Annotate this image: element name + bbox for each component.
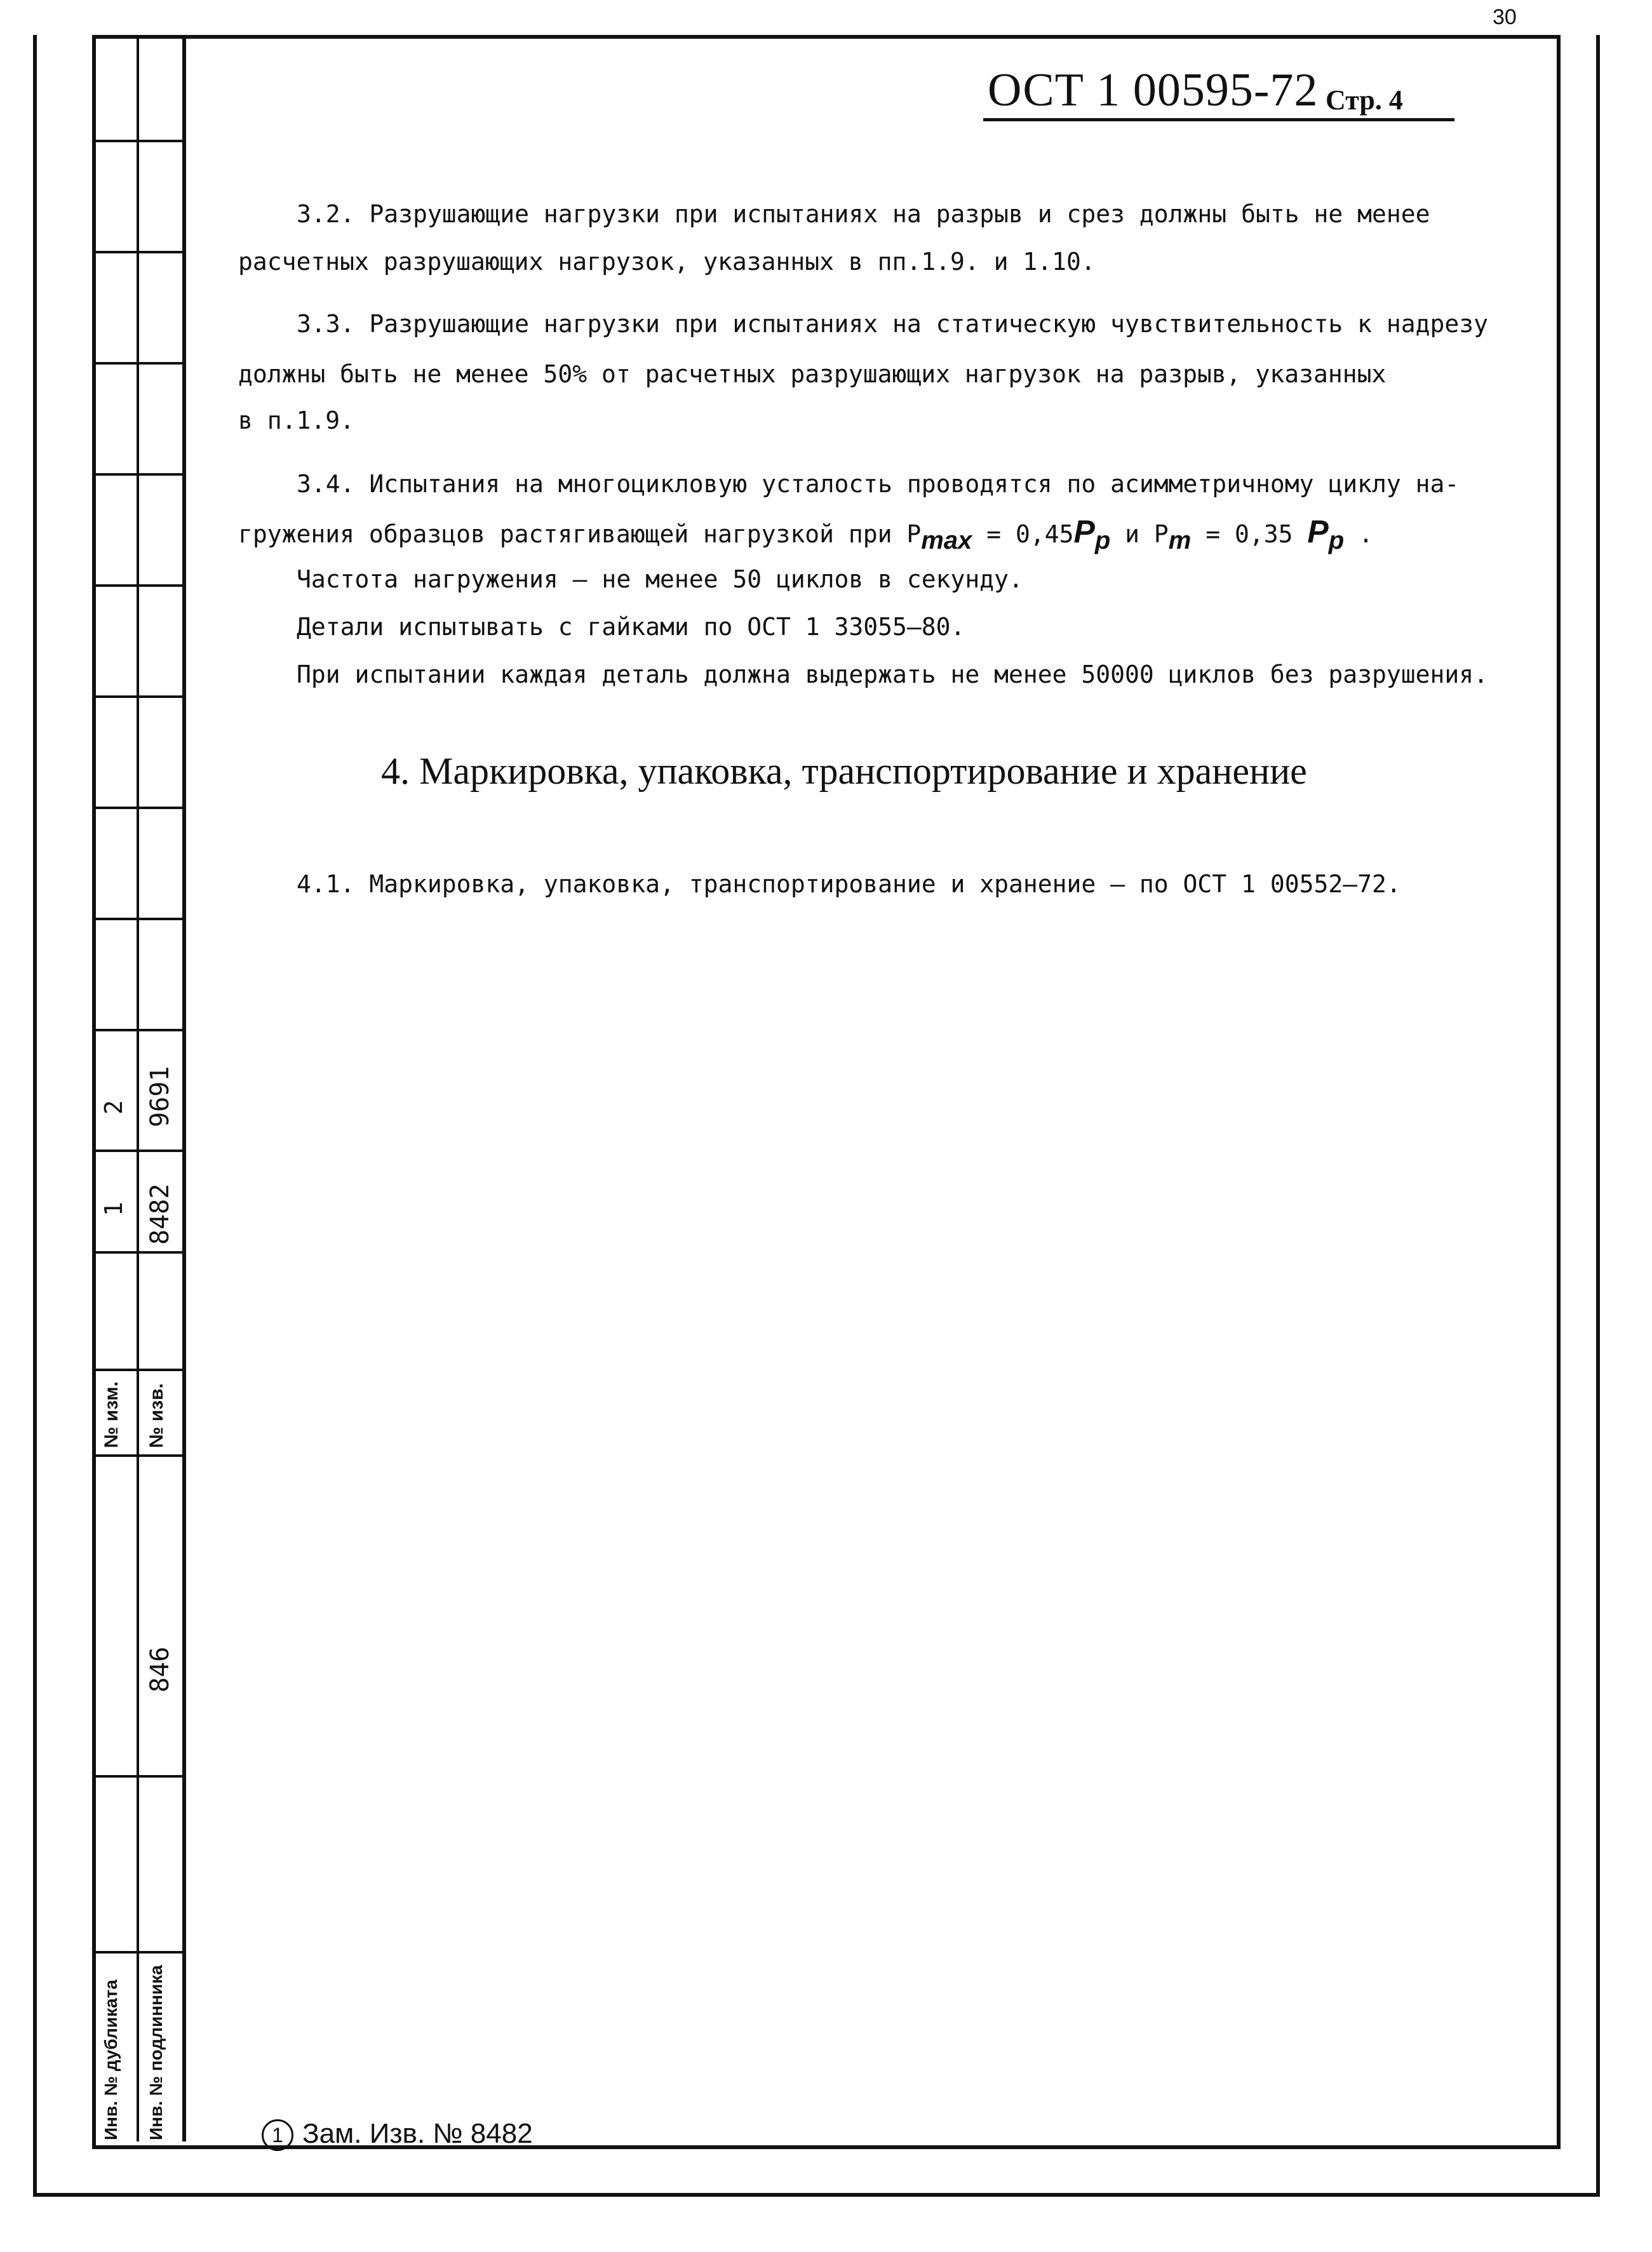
p-symbol-2: P (1307, 514, 1329, 549)
podl-label: Инв. № подлинника (146, 1965, 166, 2140)
izm-value-1: 1 (100, 1202, 128, 1216)
p3-3-line2: должны быть не менее 50% от расчетных разрушающих нагрузок на разрыв, указанных (238, 360, 1387, 388)
p3-2-line2: расчетных разрушающих нагрузок, указанных в пп.1.9. и 1.10. (238, 248, 1096, 276)
p3-3-line3: в п.1.9. (238, 406, 355, 434)
izv-label: № изв. (146, 1383, 167, 1448)
margin-rule (92, 1251, 182, 1254)
dubl-label: Инв. № дубликата (101, 1980, 121, 2140)
margin-rule (92, 918, 182, 920)
margin-rule (92, 1951, 182, 1954)
margin-rule (92, 807, 182, 809)
margin-column-1 (92, 35, 139, 2141)
izm-label: № изм. (101, 1381, 122, 1448)
margin-rule (92, 362, 182, 365)
sub-p-2: p (1328, 526, 1345, 554)
p3-4-prefix: гружения образцов растягивающей нагрузкой при P (238, 520, 922, 548)
margin-rule (92, 1149, 182, 1152)
margin-rule (92, 251, 182, 253)
doc-code: ОСТ 1 00595-72 (988, 64, 1319, 116)
sub-m: m (1168, 526, 1192, 554)
corner-mark: 30 (1493, 5, 1517, 29)
podl-value: 846 (145, 1646, 175, 1692)
margin-rule (92, 1369, 182, 1371)
section-4-heading: 4. Маркировка, упаковка, транспортирование и хранение (381, 750, 1307, 792)
footer-note-text: Зам. Изв. № 8482 (302, 2118, 533, 2149)
izm-value-2: 2 (100, 1100, 128, 1115)
margin-rule (92, 1029, 182, 1031)
p3-3-line1: 3.3. Разрушающие нагрузки при испытаниях на статическую чувствительность к надрезу (297, 310, 1488, 338)
cycles-line: При испытании каждая деталь должна выдержать не менее 50000 циклов без разрушения. (297, 660, 1488, 688)
margin-rule (92, 140, 182, 142)
margin-rule (92, 473, 182, 476)
header-rule (983, 118, 1454, 121)
sub-p-1: p (1094, 526, 1111, 554)
freq-line: Частота нагружения – не менее 50 циклов в секунду. (297, 565, 1023, 593)
circled-number: 1 (262, 2119, 293, 2151)
p3-2-line1: 3.2. Разрушающие нагрузки при испытаниях на разрыв и срез должны быть не менее (297, 200, 1430, 228)
margin-rule (92, 1775, 182, 1778)
and-p: и P (1110, 520, 1169, 548)
eq2: = 0,35 (1191, 520, 1308, 548)
margin-rule (92, 695, 182, 698)
nuts-line: Детали испытывать с гайками по ОСТ 1 33055–80. (297, 613, 965, 641)
p4-1: 4.1. Маркировка, упаковка, транспортирование и хранение – по ОСТ 1 00552–72. (297, 870, 1401, 898)
footer-note (262, 2118, 533, 2151)
margin-rule (92, 584, 182, 587)
end-dot: . (1344, 520, 1373, 548)
margin-rule (92, 1454, 182, 1457)
page-label: Стр. 4 (1326, 84, 1403, 116)
eq1: = 0,45 (972, 520, 1074, 548)
p3-4-line1: 3.4. Испытания на многоцикловую усталость проводятся по асимметричному циклу на- (297, 470, 1460, 498)
margin-strip (92, 35, 182, 2141)
p-symbol-1: P (1073, 514, 1095, 549)
sub-max: max (921, 526, 972, 554)
izv-value-1: 8482 (145, 1183, 175, 1245)
izv-value-2: 9691 (145, 1066, 175, 1127)
